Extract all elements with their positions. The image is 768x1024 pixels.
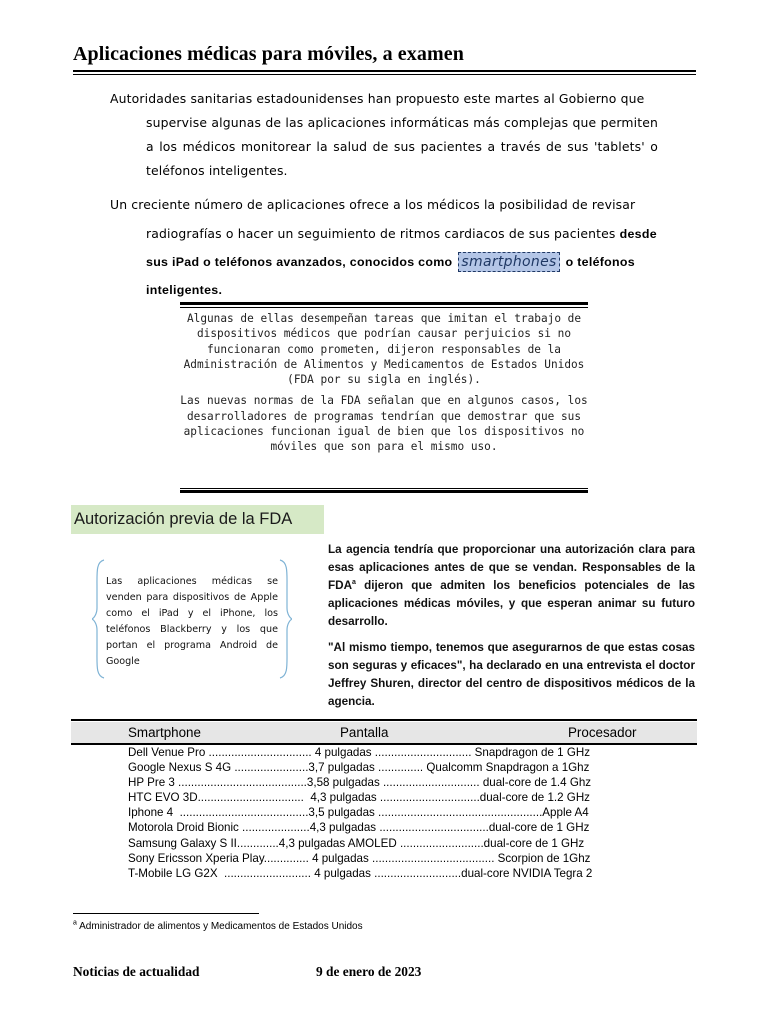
title-rule [73,70,696,72]
quote-box-para2: Las nuevas normas de la FDA señalan que en algunos casos, los desarrolladores de programas tendrían que demostrar que sus aplicaciones funcionan igual de bien que los dispositivos no móviles que son para el mismo uso. [180,394,588,454]
quote-box-rule-bottom-thin [180,488,588,489]
quote-box-rule-top-thin [180,307,588,308]
paragraph-intro-line1: Autoridades sanitarias estadounidenses han propuesto este martes al Gobierno que [110,91,645,106]
line2-bold-text: desde [619,227,657,241]
table-row: Dell Venue Pro ................................ 4 pulgadas .............................. Snapdragon de 1 GHz [128,746,591,759]
table-row: T-Mobile LG G2X ........................... 4 pulgadas ...........................dual-core NVIDIA Tegra 2 [128,866,593,880]
paragraph-apps [110,190,658,303]
paragraph-apps-line1: Un creciente número de aplicaciones ofrece a los médicos la posibilidad de revisar [110,197,636,212]
title-rule-thin [73,74,696,75]
footnote-marker: a [73,919,77,927]
footnote-ref: a [352,579,356,587]
footnote-text: Administrador de alimentos y Medicamentos de Estados Unidos [76,921,363,932]
table-body [128,745,641,881]
table-row: HTC EVO 3D................................. 4,3 pulgadas ...............................dual-core de 1.2 GHz [128,791,590,805]
header-pantalla: Pantalla [340,725,389,740]
quote-box-rule-bottom [180,490,588,493]
section-heading: Autorización previa de la FDA [71,505,324,534]
line3-after: o teléfonos [565,255,635,269]
side-quote-text: Las aplicaciones médicas se venden para dispositivos de Apple como el iPad y el iPhone, los teléfonos Blackberry y los que portan el programa Android de Google [106,576,278,667]
quote-box-text [180,311,588,455]
smartphones-highlight: smartphones [458,252,559,272]
table-rule-top [71,719,697,721]
right-paragraph-1 [328,541,695,631]
footnote-separator [73,913,259,914]
paragraph-intro [110,87,658,183]
article-title: Aplicaciones médicas para móviles, a examen [73,43,464,65]
footer-publication: Noticias de actualidad [73,964,200,979]
table-row: Iphone 4 ........................................3,5 pulgadas ...................................................Apple A4 [128,806,589,820]
quote-box-rule-top [180,302,588,305]
right-p1-before: La agencia tendría que proporcionar una autorización clara para esas aplicaciones antes de que se vendan. Responsables de la FDA [328,543,695,592]
right-p1-after: dijeron que admiten los beneficios potenciales de las aplicaciones médicas móviles, y que esperan animar su futuro desarrollo. [328,579,695,628]
line3-before: sus iPad o teléfonos avanzados, conocidos como [146,255,453,269]
paragraph-apps-line3 [110,248,658,277]
header-smartphone: Smartphone [128,725,201,740]
table-row: Google Nexus S 4G .......................3,7 pulgadas .............. Qualcomm Snapdragon a 1Ghz [128,761,590,775]
table-header-row [71,722,697,743]
right-column [328,541,695,711]
paragraph-apps-line2 [110,219,658,248]
side-quote [92,558,292,680]
line2-text: radiografías o hacer un seguimiento de ritmos cardiacos de sus pacientes [146,226,620,241]
pull-quote-box [180,302,588,492]
right-paragraph-2: "Al mismo tiempo, tenemos que asegurarnos de que estas cosas son seguras y eficaces", ha declarado en una entrevista el doctor Jeffrey Shuren, director del centro de dispositivos médicos de la agencia. [328,641,695,708]
paragraph-intro-rest: supervise algunas de las aplicaciones informáticas más complejas que permiten a los médicos monitorear la salud de sus pacientes a través de sus 'tablets' o teléfonos inteligentes. [146,115,658,178]
table-row: HP Pre 3 ........................................3,58 pulgadas .............................. dual-core de 1.4 Ghz [128,776,592,790]
quote-box-para1: Algunas de ellas desempeñan tareas que imitan el trabajo de dispositivos médicos que podrían causar perjuicios si no funcionaran como prometen, dijeron responsables de la Administración de Alimentos y Medicamentos de Estados Unidos (FDA por su sigla en inglés). [183,312,585,387]
footer-date: 9 de enero de 2023 [316,964,422,979]
header-procesador: Procesador [568,725,637,740]
table-row: Samsung Galaxy S II.............4,3 pulgadas AMOLED ..........................dual-core de 1 GHz [128,836,585,850]
table-row: Motorola Droid Bionic .....................4,3 pulgadas ..................................dual-core de 1 GHz [128,821,590,835]
paragraph-apps-line4: inteligentes. [146,283,223,297]
table-row: Sony Ericsson Xperia Play.............. 4 pulgadas ...................................... Scorpion de 1Ghz [128,851,591,865]
footnote [73,920,363,934]
